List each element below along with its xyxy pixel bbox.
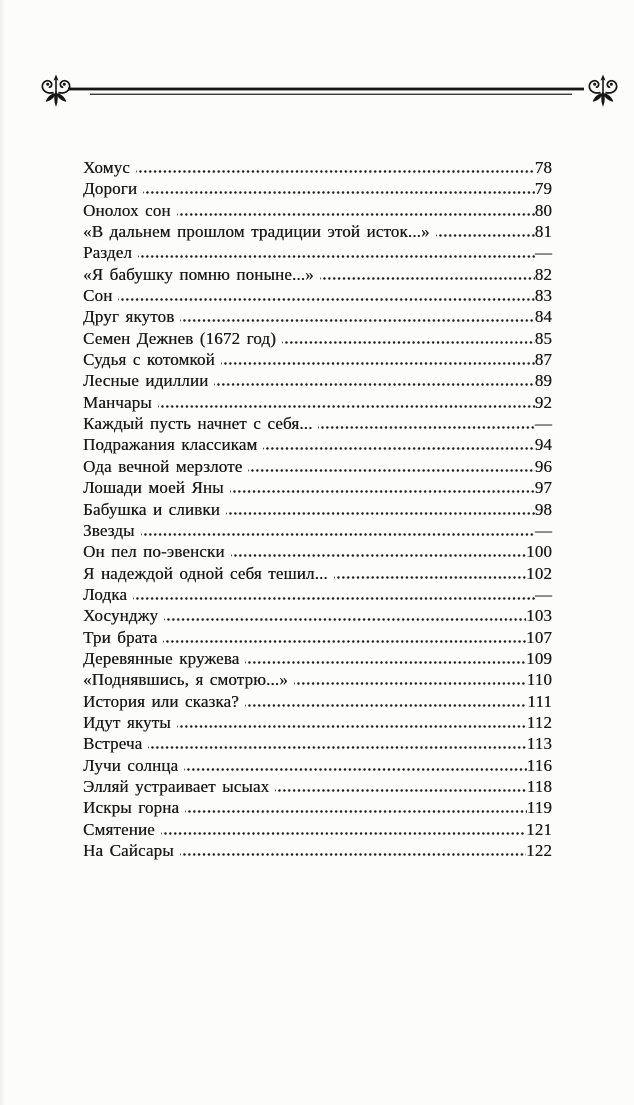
toc-entry-page: 119 [526,798,552,818]
toc-entry-page: 102 [526,563,552,583]
toc-entry-page: 87 [534,350,552,370]
toc-entry-title: Дороги [83,179,138,199]
toc-entry-title: Манчары [83,392,152,412]
dot-leader [184,768,526,771]
toc-entry-title: Смятение [83,819,155,839]
toc-entry-title: Ода вечной мерзлоте [83,456,243,476]
toc-entry [83,563,552,584]
toc-entry-page: — [534,584,552,604]
dot-leader [436,234,535,237]
dot-leader [263,447,534,450]
toc-entry [83,370,552,391]
toc-entry [83,456,552,477]
toc-entry [83,264,552,285]
toc-entry-title: Лошади моей Яны [83,478,224,498]
toc-entry-page: 109 [526,648,552,668]
toc-entry-page: 94 [534,435,552,455]
dot-leader [180,319,534,322]
dot-leader [141,533,535,536]
toc-entry [83,285,552,306]
toc-entry-page: 78 [534,158,552,177]
toc-entry [83,434,552,455]
toc-entry-title: Каждый пусть начнет с себя... [83,414,313,434]
toc-entry [83,648,552,669]
toc-entry-page: — [534,414,552,434]
toc-entry [83,755,552,776]
toc-entry-page: 84 [534,307,552,327]
dot-leader [334,576,526,579]
toc-entry-page: 89 [534,371,552,391]
toc-entry [83,797,552,818]
toc-entry-title: Хосунджу [83,606,159,626]
dot-leader [318,426,534,429]
dot-leader [230,490,535,493]
dot-leader [133,597,535,600]
toc-entry-page: 82 [534,264,552,284]
toc-entry [83,157,552,178]
toc-entry-title: «Поднявшись, я смотрю...» [83,670,288,690]
toc-entry-title: История или сказка? [83,691,239,711]
toc-entry-title: Лодка [83,584,128,604]
toc-entry-page: — [534,243,552,263]
toc-entry-page: 103 [526,606,552,626]
dot-leader [177,725,527,728]
toc-entry-title: Звезды [83,520,135,540]
toc-entry [83,178,552,199]
toc-entry [83,499,552,520]
dot-leader [275,789,526,792]
toc-entry-title: «Я бабушку помню поныне...» [83,264,314,284]
toc-entry-page: 92 [534,392,552,412]
toc-entry [83,627,552,648]
toc-entry-title: Подражания классикам [83,435,258,455]
toc-entry-page: 79 [534,179,552,199]
toc-entry-page: — [534,520,552,540]
toc-entry [83,306,552,327]
toc-entry-page: 111 [527,691,552,711]
flourish-icon-left [42,75,69,107]
toc-entry-title: Три брата [83,627,158,647]
dot-leader [136,170,535,173]
toc-entry [83,840,552,861]
toc-entry-page: 113 [526,734,552,754]
toc-entry-page: 116 [526,755,552,775]
dot-leader [163,640,526,643]
toc-entry [83,200,552,221]
dot-leader [185,810,527,813]
toc-entry-page: 122 [526,841,552,860]
dot-leader [148,746,526,749]
toc-entry-page: 121 [526,819,552,839]
toc-entry-page: 100 [526,542,552,562]
toc-entry [83,669,552,690]
toc-entry-page: 85 [534,328,552,348]
dot-leader [226,512,535,515]
toc-entry-title: Встреча [83,734,143,754]
toc-entry [83,584,552,605]
toc-entry [83,242,552,263]
toc-entry-page: 112 [526,712,552,732]
dot-leader [245,704,527,707]
toc-entry-title: Сон [83,286,113,306]
dot-leader [180,853,526,856]
toc-entry-title: На Сайсары [83,841,174,860]
toc-entry [83,328,552,349]
toc-entry [83,221,552,242]
toc-entry [83,776,552,797]
dot-leader [245,661,526,664]
toc-entry-page: 98 [534,499,552,519]
toc-entry-title: Лесные идиллии [83,371,209,391]
toc-entry-page: 107 [526,627,552,647]
toc-entry-title: Он пел по-эвенски [83,542,225,562]
dot-leader [161,832,526,835]
toc-entry-title: Лучи солнца [83,755,179,775]
toc-entry [83,541,552,562]
toc-entry [83,712,552,733]
toc-entry-title: Искры горна [83,798,180,818]
toc-entry [83,392,552,413]
dot-leader [118,298,534,301]
toc-entry-page: 96 [534,456,552,476]
dot-leader [221,362,535,365]
toc-entry [83,413,552,434]
toc-list [83,157,552,861]
toc-entry-title: Я надеждой одной себя тешил... [83,563,328,583]
dot-leader [177,213,535,216]
toc-entry-title: Друг якутов [83,307,175,327]
toc-entry-title: Семен Дежнев (1672 год) [83,328,276,348]
toc-entry-page: 110 [526,670,552,690]
toc-entry [83,733,552,754]
dot-leader [143,191,535,194]
dot-leader [248,469,534,472]
decorative-rule [0,66,634,118]
dot-leader [294,682,527,685]
dot-leader [231,554,526,557]
toc-entry-page: 80 [534,200,552,220]
toc-entry-title: Судья с котомкой [83,350,215,370]
flourish-icon-right [589,75,616,107]
toc-entry [83,819,552,840]
toc-entry [83,691,552,712]
toc-entry [83,605,552,626]
dot-leader [158,405,535,408]
toc-entry-page: 81 [534,222,552,242]
dot-leader [214,383,534,386]
toc-entry-title: Идут якуты [83,712,171,732]
double-rule-line [68,88,584,95]
toc-entry-page: 83 [534,286,552,306]
toc-entry-title: Хомус [83,158,130,177]
toc-entry [83,349,552,370]
toc-entry-title: Деревянные кружева [83,648,240,668]
dot-leader [320,277,535,280]
toc-entry-title: Элляй устраивает ысыах [83,776,270,796]
toc-entry-title: Онолох сон [83,200,171,220]
dot-leader [138,255,535,258]
toc-entry [83,520,552,541]
toc-entry-title: Раздел [83,243,132,263]
toc-entry-page: 97 [534,478,552,498]
toc-entry-title: «В дальнем прошлом традиции этой исток...» [83,222,430,242]
dot-leader [282,341,535,344]
toc-entry-title: Бабушка и сливки [83,499,220,519]
toc-entry-page: 118 [526,776,552,796]
dot-leader [164,618,526,621]
toc-entry [83,477,552,498]
